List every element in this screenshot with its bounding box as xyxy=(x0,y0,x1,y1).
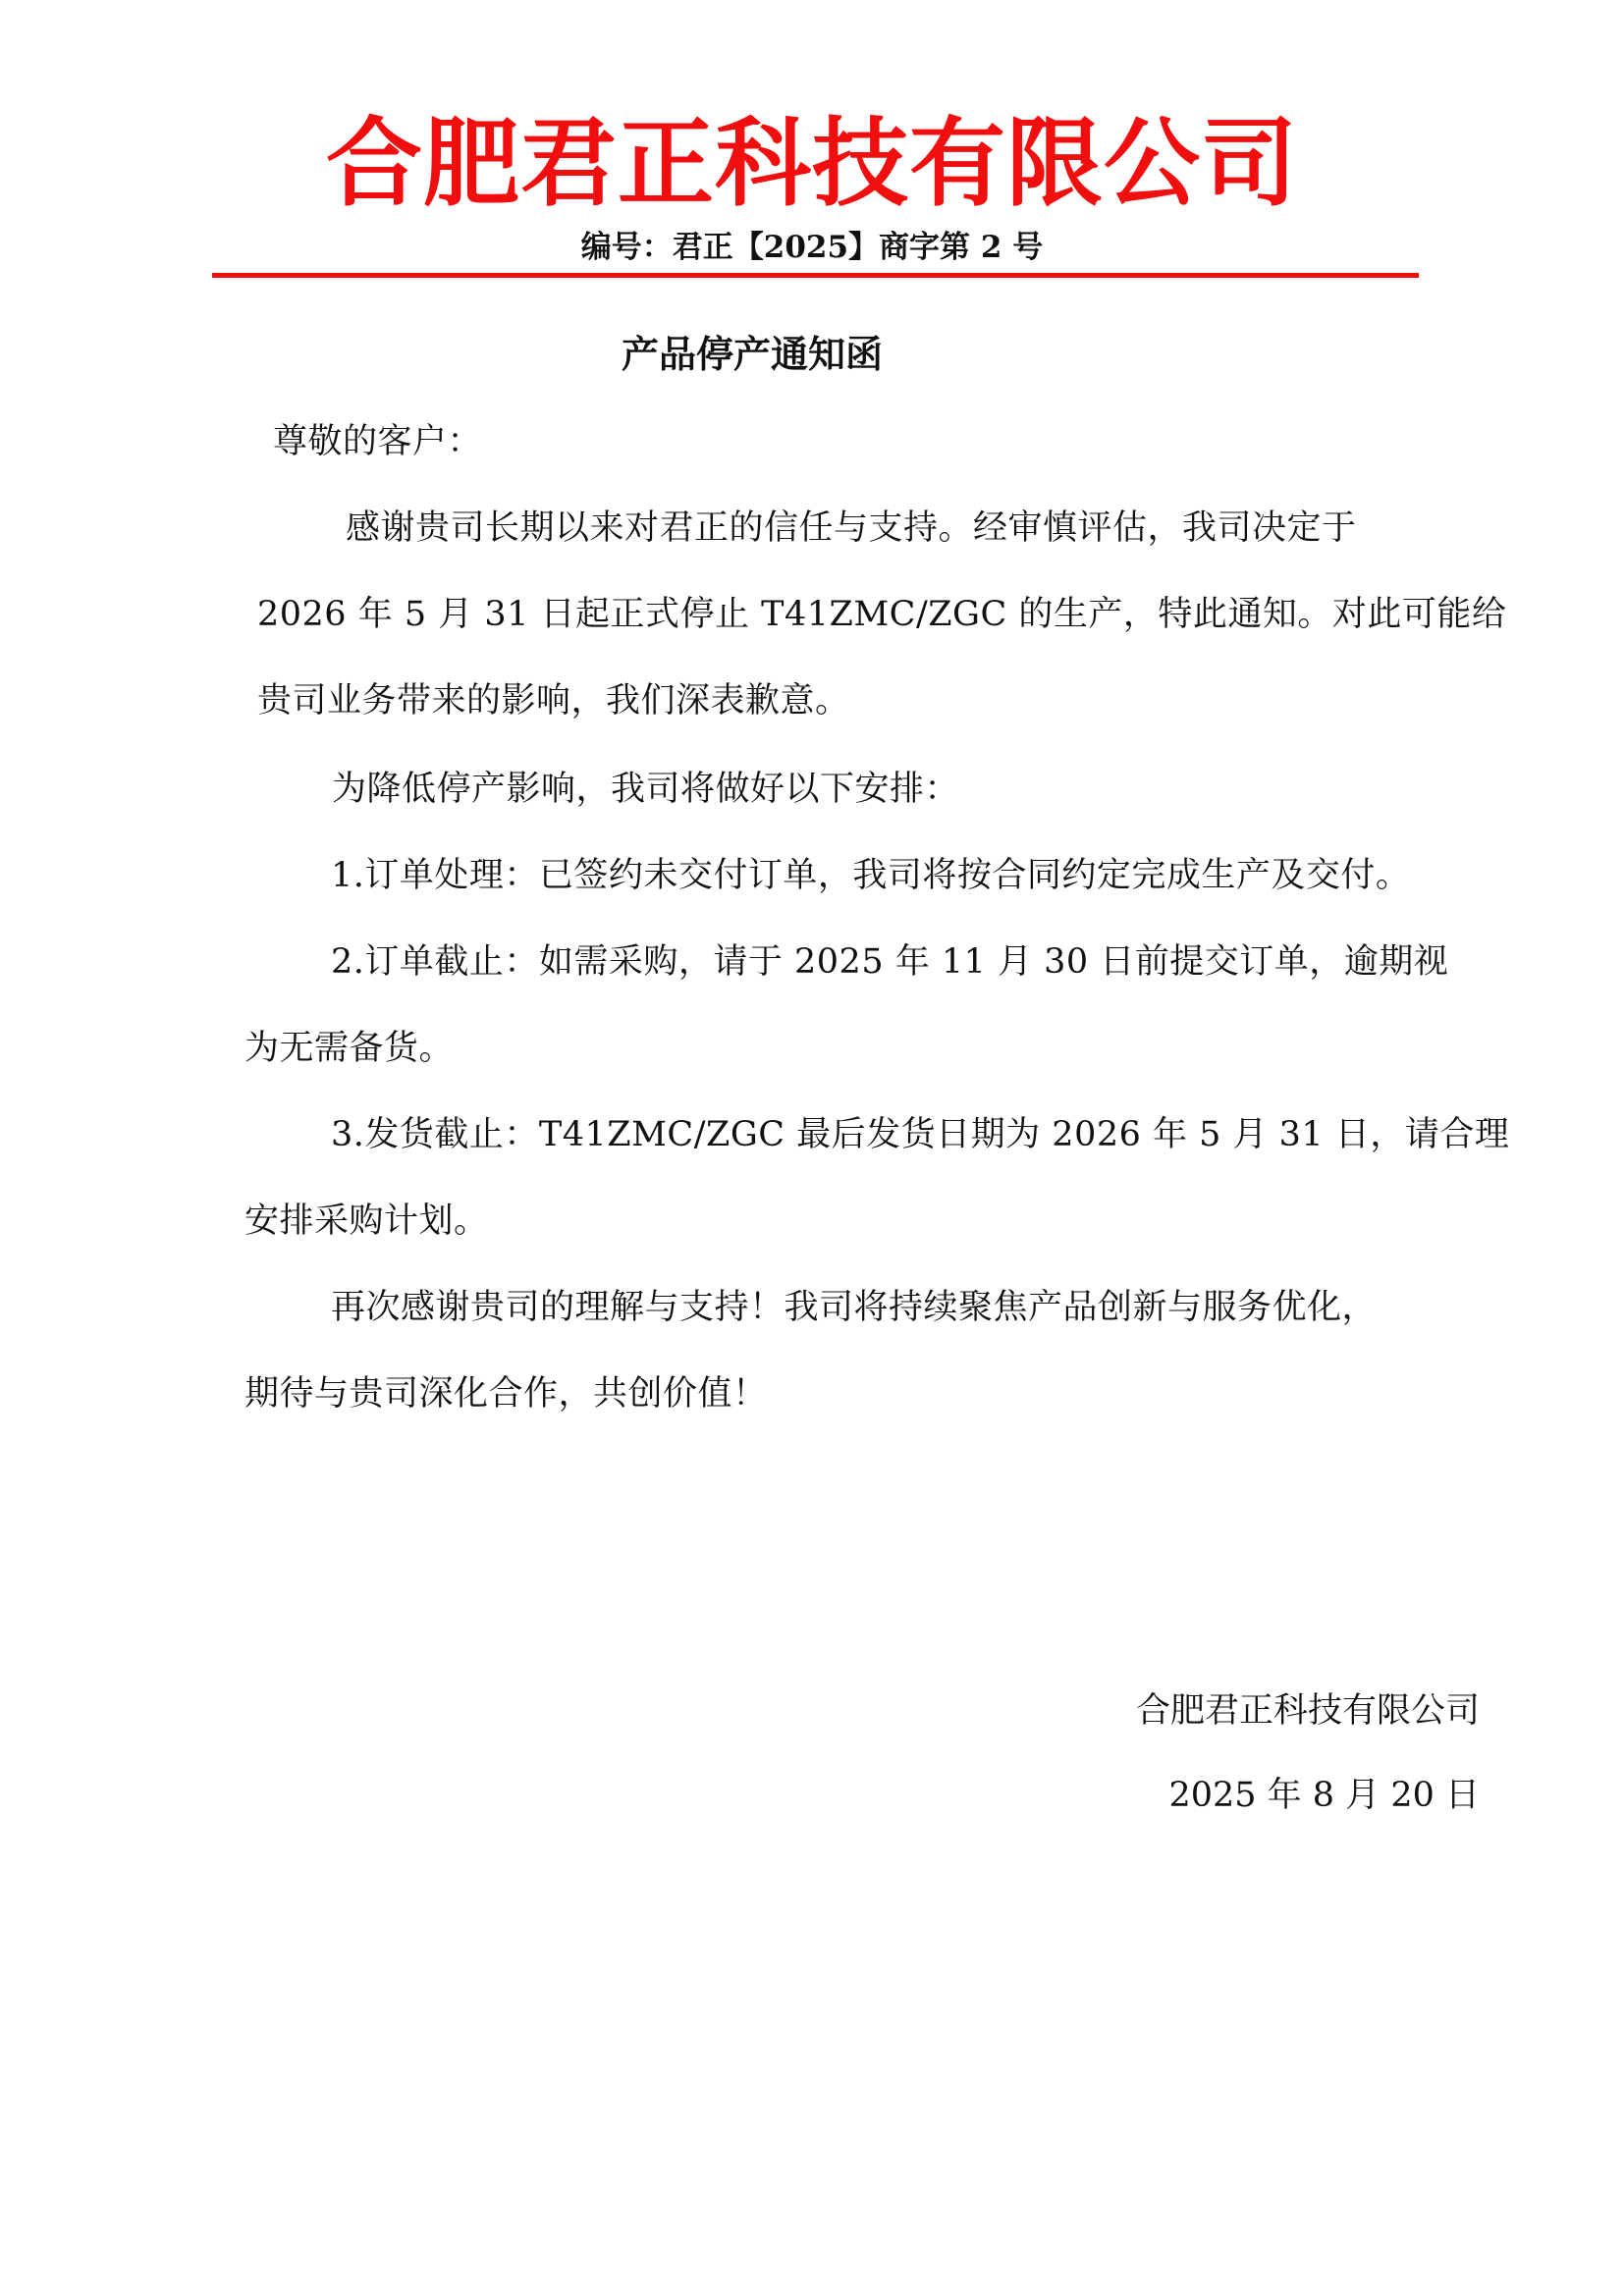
closing-paragraph xyxy=(244,1264,1377,1437)
intro-line: 2026 年 5 月 31 日起正式停止 T41ZMC/ZGC 的生产，特此通知。对此可能给 xyxy=(257,595,1507,634)
signature-company: 合肥君正科技有限公司 xyxy=(1135,1691,1480,1731)
salutation: 尊敬的客户： xyxy=(273,422,483,461)
arrangement-intro: 为降低停产影响，我司将做好以下安排： xyxy=(332,770,960,809)
closing-line: 期待与贵司深化合作，共创价值！ xyxy=(244,1374,768,1414)
closing-line: 再次感谢贵司的理解与支持！我司将持续聚焦产品创新与服务优化， xyxy=(331,1288,1378,1327)
item-line: 1.订单处理：已签约未交付订单，我司将按合同约定完成生产及交付。 xyxy=(331,856,1411,895)
item-line: 安排采购计划。 xyxy=(244,1201,489,1241)
arrangement-item-shipping-deadline xyxy=(244,1092,1509,1264)
letterhead-divider xyxy=(212,273,1419,278)
document-title: 产品停产通知函 xyxy=(621,333,883,376)
intro-paragraph xyxy=(257,485,1506,744)
item-line: 2.订单截止：如需采购，请于 2025 年 11 月 30 日前提交订单，逾期视 xyxy=(331,942,1449,982)
item-line: 3.发货截止：T41ZMC/ZGC 最后发货日期为 2026 年 5 月 31 日，请合理 xyxy=(331,1115,1510,1154)
item-line: 为无需备货。 xyxy=(244,1029,455,1068)
signature-date: 2025 年 8 月 20 日 xyxy=(1168,1776,1480,1815)
intro-line: 贵司业务带来的影响，我们深表歉意。 xyxy=(257,681,850,721)
arrangement-item-order-processing xyxy=(244,832,1410,919)
company-letterhead: 合肥君正科技有限公司 xyxy=(325,108,1298,220)
arrangement-item-order-deadline xyxy=(244,919,1448,1092)
document-number: 编号：君正【2025】商字第 2 号 xyxy=(580,230,1044,265)
intro-line: 感谢贵司长期以来对君正的信任与支持。经审慎评估，我司决定于 xyxy=(346,508,1357,548)
